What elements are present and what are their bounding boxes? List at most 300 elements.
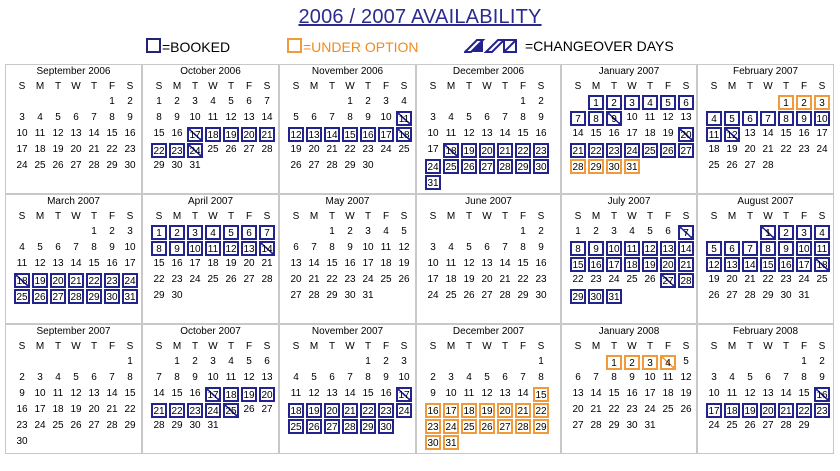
weekday-label: M — [35, 211, 45, 222]
day-cell: 30 — [171, 290, 183, 301]
day-cell: 16 — [798, 128, 810, 139]
weekday-label: M — [727, 211, 737, 222]
day-cell-booked: 30 — [533, 159, 549, 174]
day-cell-booked: 31 — [122, 289, 138, 304]
day-cell: 6 — [484, 242, 490, 253]
day-cell-booked: 1 — [151, 225, 167, 240]
weekday-label: F — [382, 81, 390, 92]
day-cell-booked: 20 — [259, 387, 275, 402]
month-december-2006 — [416, 64, 561, 194]
day-cell: 3 — [448, 372, 454, 383]
day-cell-booked: 7 — [570, 111, 586, 126]
day-cell: 13 — [52, 258, 64, 269]
day-cell-booked: 12 — [706, 257, 722, 272]
day-cell: 10 — [124, 242, 136, 253]
day-cell: 16 — [344, 258, 356, 269]
day-cell: 18 — [445, 274, 457, 285]
day-cell: 26 — [225, 144, 237, 155]
day-cell: 9 — [538, 242, 544, 253]
day-cell: 27 — [726, 290, 738, 301]
weekday-label: S — [537, 341, 545, 352]
day-cell: 13 — [326, 388, 338, 399]
day-cell-booked: 6 — [678, 95, 694, 110]
option-swatch-icon — [287, 38, 302, 53]
day-cell: 28 — [326, 160, 338, 171]
day-cell: 19 — [225, 258, 237, 269]
day-cell: 27 — [243, 274, 255, 285]
booked-swatch-icon — [146, 38, 161, 53]
month-title: October 2007 — [180, 326, 241, 337]
weekday-label: T — [227, 211, 235, 222]
month-title: September 2007 — [36, 326, 111, 337]
day-cell: 29 — [171, 420, 183, 431]
day-cell: 6 — [264, 356, 270, 367]
day-cell: 1 — [109, 96, 115, 107]
day-cell: 12 — [463, 258, 475, 269]
weekday-label: T — [90, 211, 98, 222]
day-cell: 11 — [16, 258, 28, 269]
day-cell: 14 — [762, 128, 774, 139]
day-cell: 27 — [762, 420, 774, 431]
day-cell: 26 — [70, 420, 82, 431]
day-cell: 19 — [726, 144, 738, 155]
day-cell-booked: 20 — [760, 403, 776, 418]
day-cell-booked: 28 — [68, 289, 84, 304]
day-cell: 2 — [109, 226, 115, 237]
legend-changeover — [464, 38, 674, 54]
day-cell-booked: 22 — [588, 143, 604, 158]
day-cell: 11 — [52, 388, 64, 399]
day-cell: 19 — [70, 404, 82, 415]
day-cell-booked: 15 — [570, 257, 586, 272]
weekday-label: S — [818, 211, 826, 222]
day-cell: 4 — [228, 356, 234, 367]
month-title: March 2007 — [47, 196, 100, 207]
day-cell: 2 — [174, 96, 180, 107]
day-cell: 16 — [106, 258, 118, 269]
day-cell: 20 — [744, 144, 756, 155]
day-cell: 10 — [427, 128, 439, 139]
day-cell-option: 20 — [497, 403, 513, 418]
day-cell-booked: 21 — [259, 127, 275, 142]
weekday-label: W — [208, 81, 218, 92]
day-cell: 16 — [16, 404, 28, 415]
weekday-label: M — [309, 341, 319, 352]
day-cell: 14 — [780, 388, 792, 399]
day-cell-booked: 24 — [425, 159, 441, 174]
day-cell-option: 1 — [606, 355, 622, 370]
day-cell: 7 — [264, 96, 270, 107]
weekday-label: S — [818, 341, 826, 352]
day-cell: 4 — [466, 372, 472, 383]
day-cell: 27 — [744, 160, 756, 171]
day-cell: 24 — [644, 404, 656, 415]
day-cell-booked: 9 — [169, 241, 185, 256]
day-cell-booked: 26 — [660, 143, 676, 158]
weekday-label: T — [746, 211, 754, 222]
day-cell: 24 — [816, 144, 828, 155]
day-cell-booked: 20 — [324, 403, 340, 418]
day-cell: 9 — [383, 372, 389, 383]
day-cell: 21 — [590, 404, 602, 415]
day-cell-option: 25 — [461, 419, 477, 434]
day-cell-option: 2 — [624, 355, 640, 370]
day-cell: 26 — [744, 420, 756, 431]
day-cell: 18 — [644, 128, 656, 139]
day-cell-changeover: 18 — [396, 127, 412, 142]
day-cell-booked: 17 — [796, 257, 812, 272]
day-cell: 28 — [780, 420, 792, 431]
day-cell: 14 — [153, 388, 165, 399]
day-cell-changeover: 7 — [678, 225, 694, 240]
day-cell: 29 — [153, 160, 165, 171]
day-cell: 6 — [575, 372, 581, 383]
weekday-label: S — [682, 81, 690, 92]
day-cell-booked: 13 — [724, 257, 740, 272]
day-cell: 8 — [520, 112, 526, 123]
day-cell-booked: 9 — [796, 111, 812, 126]
day-cell: 12 — [662, 112, 674, 123]
day-cell-booked: 12 — [288, 127, 304, 142]
day-cell: 28 — [106, 420, 118, 431]
day-cell: 22 — [344, 144, 356, 155]
day-cell: 21 — [499, 274, 511, 285]
day-cell: 19 — [680, 388, 692, 399]
day-cell-booked: 18 — [288, 403, 304, 418]
day-cell: 9 — [538, 112, 544, 123]
day-cell-booked: 9 — [588, 241, 604, 256]
day-cell: 15 — [326, 258, 338, 269]
weekday-label: W — [627, 211, 637, 222]
day-cell-booked: 6 — [724, 241, 740, 256]
day-cell: 14 — [517, 388, 529, 399]
day-cell: 25 — [398, 144, 410, 155]
day-cell-changeover: 4 — [660, 355, 676, 370]
day-cell-booked: 11 — [814, 241, 830, 256]
weekday-label: S — [818, 81, 826, 92]
weekday-label: S — [682, 341, 690, 352]
day-cell: 21 — [326, 144, 338, 155]
weekday-label: M — [309, 81, 319, 92]
month-title: February 2007 — [732, 66, 799, 77]
day-cell: 27 — [290, 290, 302, 301]
day-cell-booked: 11 — [706, 127, 722, 142]
day-cell-booked: 28 — [497, 159, 513, 174]
day-cell: 8 — [520, 242, 526, 253]
legend-changeover-label: =CHANGEOVER DAYS — [525, 38, 674, 54]
day-cell: 4 — [293, 372, 299, 383]
day-cell: 12 — [225, 112, 237, 123]
day-cell-booked: 29 — [570, 289, 586, 304]
day-cell: 18 — [662, 388, 674, 399]
month-title: July 2007 — [607, 196, 651, 207]
day-cell: 2 — [593, 226, 599, 237]
weekday-label: T — [328, 81, 336, 92]
day-cell: 27 — [261, 404, 273, 415]
day-cell: 7 — [502, 242, 508, 253]
day-cell: 14 — [261, 112, 273, 123]
day-cell: 3 — [37, 372, 43, 383]
weekday-label: T — [746, 341, 754, 352]
day-cell: 2 — [365, 96, 371, 107]
weekday-label: W — [71, 211, 81, 222]
day-cell: 23 — [535, 274, 547, 285]
day-cell: 3 — [401, 356, 407, 367]
day-cell-booked: 30 — [104, 289, 120, 304]
day-cell: 24 — [362, 274, 374, 285]
month-november-2006 — [279, 64, 416, 194]
day-cell-booked: 14 — [742, 257, 758, 272]
day-cell: 2 — [347, 226, 353, 237]
day-cell-booked: 20 — [241, 127, 257, 142]
weekday-label: F — [664, 81, 672, 92]
day-cell: 28 — [308, 290, 320, 301]
day-cell-booked: 19 — [241, 387, 257, 402]
day-cell: 30 — [626, 420, 638, 431]
day-cell-booked: 25 — [288, 419, 304, 434]
day-cell-booked: 12 — [223, 241, 239, 256]
day-cell-booked: 6 — [241, 225, 257, 240]
day-cell: 29 — [124, 420, 136, 431]
day-cell: 12 — [680, 372, 692, 383]
day-cell: 13 — [572, 388, 584, 399]
day-cell-changeover: 17 — [187, 127, 203, 142]
day-cell: 10 — [644, 372, 656, 383]
day-cell: 4 — [448, 112, 454, 123]
day-cell-booked: 25 — [642, 143, 658, 158]
day-cell-booked: 30 — [588, 289, 604, 304]
day-cell: 2 — [819, 356, 825, 367]
weekday-label: S — [537, 211, 545, 222]
day-cell: 18 — [708, 144, 720, 155]
day-cell: 14 — [344, 388, 356, 399]
day-cell: 24 — [608, 274, 620, 285]
weekday-label: F — [664, 211, 672, 222]
month-october-2006 — [142, 64, 279, 194]
day-cell-booked: 19 — [742, 403, 758, 418]
weekday-label: T — [90, 81, 98, 92]
day-cell: 29 — [153, 290, 165, 301]
day-cell: 27 — [243, 144, 255, 155]
day-cell-booked: 13 — [660, 241, 676, 256]
day-cell: 14 — [572, 128, 584, 139]
weekday-label: S — [263, 211, 271, 222]
day-cell: 25 — [816, 274, 828, 285]
day-cell: 5 — [647, 226, 653, 237]
day-cell: 22 — [124, 404, 136, 415]
day-cell-booked: 24 — [624, 143, 640, 158]
day-cell: 5 — [228, 96, 234, 107]
month-october-2007 — [142, 324, 279, 454]
day-cell: 5 — [55, 112, 61, 123]
day-cell-booked: 19 — [461, 143, 477, 158]
weekday-label: F — [800, 81, 808, 92]
day-cell-booked: 20 — [50, 273, 66, 288]
weekday-label: W — [71, 81, 81, 92]
month-august-2007 — [697, 194, 834, 324]
day-cell: 6 — [665, 226, 671, 237]
day-cell: 19 — [662, 128, 674, 139]
month-title: May 2007 — [325, 196, 370, 207]
day-cell-booked: 15 — [342, 127, 358, 142]
day-cell-option: 30 — [425, 435, 441, 450]
weekday-label: W — [345, 81, 355, 92]
month-title: November 2006 — [311, 66, 384, 77]
day-cell: 7 — [347, 372, 353, 383]
day-cell-booked: 22 — [796, 403, 812, 418]
day-cell: 26 — [726, 160, 738, 171]
weekday-label: T — [501, 81, 509, 92]
day-cell: 13 — [88, 388, 100, 399]
weekday-label: M — [727, 341, 737, 352]
day-cell: 10 — [398, 372, 410, 383]
day-cell-booked: 2 — [169, 225, 185, 240]
day-cell: 17 — [816, 128, 828, 139]
month-november-2007 — [279, 324, 416, 454]
day-cell-booked: 21 — [68, 273, 84, 288]
changeover-swatch-icon — [464, 39, 524, 53]
day-cell-booked: 10 — [796, 241, 812, 256]
day-cell-booked: 22 — [515, 143, 531, 158]
day-cell-booked: 3 — [187, 225, 203, 240]
day-cell-option: 19 — [479, 403, 495, 418]
day-cell: 25 — [662, 404, 674, 415]
day-cell: 2 — [538, 96, 544, 107]
day-cell: 5 — [73, 372, 79, 383]
day-cell-booked: 23 — [378, 403, 394, 418]
day-cell: 2 — [383, 356, 389, 367]
day-cell: 13 — [70, 128, 82, 139]
day-cell: 8 — [347, 112, 353, 123]
weekday-label: T — [782, 341, 790, 352]
day-cell: 20 — [726, 274, 738, 285]
day-cell-booked: 18 — [223, 387, 239, 402]
day-cell: 23 — [626, 404, 638, 415]
day-cell: 19 — [290, 144, 302, 155]
day-cell: 8 — [365, 372, 371, 383]
day-cell: 6 — [73, 112, 79, 123]
month-june-2007 — [416, 194, 561, 324]
day-cell-option: 2 — [796, 95, 812, 110]
weekday-label: S — [429, 341, 437, 352]
weekday-label: S — [400, 211, 408, 222]
weekday-label: T — [782, 211, 790, 222]
month-title: September 2006 — [36, 66, 111, 77]
day-cell-booked: 26 — [306, 419, 322, 434]
day-cell-changeover: 18 — [814, 257, 830, 272]
day-cell-booked: 31 — [425, 175, 441, 190]
day-cell-booked: 7 — [259, 225, 275, 240]
day-cell-booked: 2 — [778, 225, 794, 240]
weekday-label: S — [155, 211, 163, 222]
day-cell: 28 — [88, 160, 100, 171]
day-cell: 22 — [517, 274, 529, 285]
day-cell: 26 — [463, 290, 475, 301]
day-cell: 13 — [499, 388, 511, 399]
day-cell-booked: 22 — [360, 403, 376, 418]
day-cell: 4 — [55, 372, 61, 383]
month-july-2007 — [561, 194, 697, 324]
day-cell: 6 — [502, 372, 508, 383]
day-cell: 12 — [70, 388, 82, 399]
day-cell: 5 — [401, 226, 407, 237]
day-cell-booked: 19 — [642, 257, 658, 272]
day-cell: 17 — [427, 274, 439, 285]
day-cell-booked: 19 — [32, 273, 48, 288]
weekday-label: F — [800, 211, 808, 222]
day-cell-booked: 30 — [378, 419, 394, 434]
weekday-label: S — [400, 81, 408, 92]
day-cell: 22 — [572, 274, 584, 285]
day-cell-booked: 23 — [606, 143, 622, 158]
day-cell-booked: 22 — [169, 403, 185, 418]
day-cell: 7 — [109, 372, 115, 383]
month-january-2008 — [561, 324, 697, 454]
day-cell-option: 28 — [570, 159, 586, 174]
day-cell-booked: 27 — [678, 143, 694, 158]
weekday-label: T — [782, 81, 790, 92]
month-title: June 2007 — [465, 196, 512, 207]
day-cell: 20 — [243, 258, 255, 269]
day-cell-option: 23 — [425, 419, 441, 434]
day-cell: 3 — [383, 96, 389, 107]
weekday-label: M — [446, 211, 456, 222]
weekday-label: T — [646, 211, 654, 222]
day-cell: 21 — [261, 258, 273, 269]
day-cell: 15 — [153, 258, 165, 269]
day-cell-changeover: 24 — [187, 143, 203, 158]
day-cell: 22 — [780, 144, 792, 155]
day-cell: 24 — [798, 274, 810, 285]
day-cell-booked: 21 — [151, 403, 167, 418]
day-cell: 9 — [347, 242, 353, 253]
day-cell-booked: 4 — [706, 111, 722, 126]
weekday-label: T — [328, 211, 336, 222]
day-cell-changeover: 18 — [14, 273, 30, 288]
day-cell: 23 — [590, 274, 602, 285]
day-cell-booked: 14 — [324, 127, 340, 142]
day-cell: 7 — [502, 112, 508, 123]
day-cell: 15 — [106, 128, 118, 139]
weekday-label: F — [664, 341, 672, 352]
weekday-label: F — [519, 211, 527, 222]
day-cell-booked: 10 — [606, 241, 622, 256]
day-cell: 31 — [644, 420, 656, 431]
weekday-label: W — [763, 211, 773, 222]
day-cell: 21 — [762, 144, 774, 155]
day-cell-booked: 15 — [760, 257, 776, 272]
day-cell-booked: 18 — [205, 127, 221, 142]
day-cell: 23 — [171, 274, 183, 285]
day-cell: 11 — [662, 372, 674, 383]
weekday-label: M — [35, 81, 45, 92]
weekday-label: T — [501, 211, 509, 222]
day-cell: 13 — [481, 128, 493, 139]
day-cell-booked: 13 — [306, 127, 322, 142]
day-cell: 28 — [261, 144, 273, 155]
day-cell: 9 — [109, 242, 115, 253]
weekday-label: T — [191, 81, 199, 92]
day-cell-booked: 3 — [624, 95, 640, 110]
day-cell-booked: 28 — [678, 273, 694, 288]
weekday-label: W — [482, 81, 492, 92]
day-cell: 11 — [726, 388, 738, 399]
day-cell-booked: 21 — [678, 257, 694, 272]
day-cell-booked: 4 — [814, 225, 830, 240]
day-cell: 20 — [70, 144, 82, 155]
day-cell: 12 — [744, 388, 756, 399]
day-cell: 1 — [520, 226, 526, 237]
